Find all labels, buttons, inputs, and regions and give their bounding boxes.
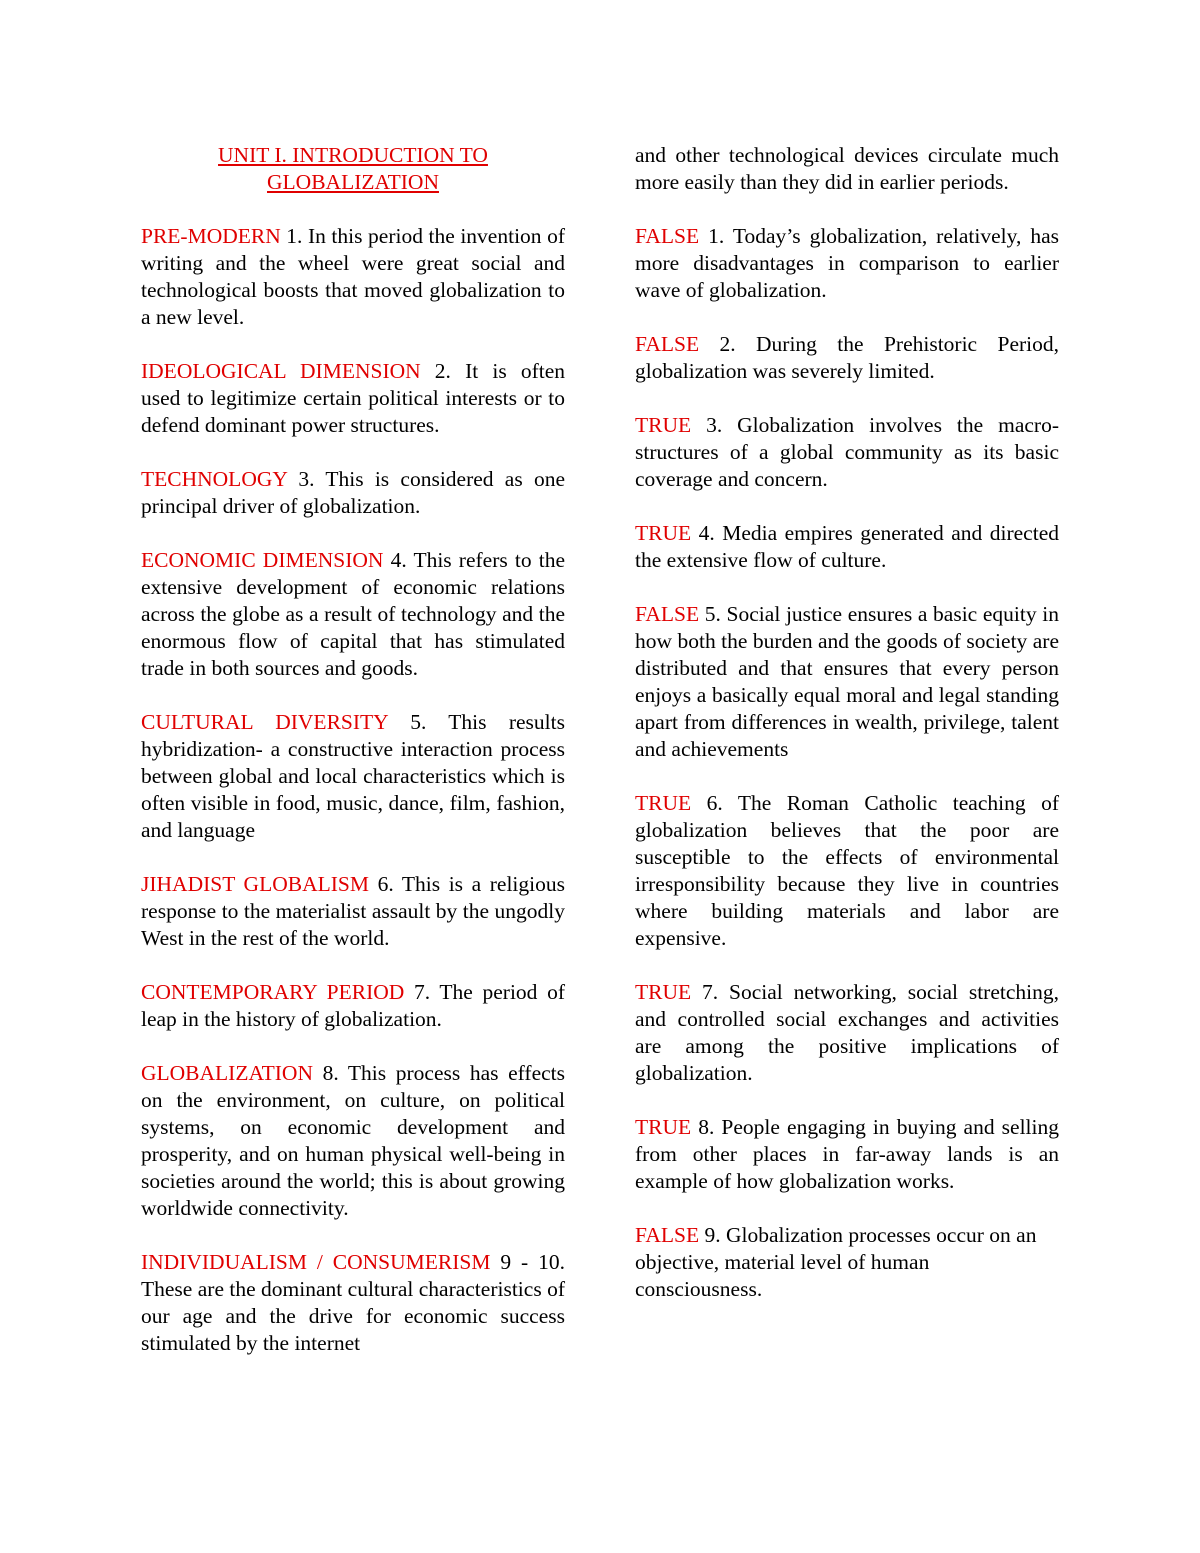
document-title xyxy=(141,142,565,196)
question-text: 4. This refers to the extensive development of economic relations across the globe as a result of technology and the enormous flow of capital that has stimulated trade in both sources and goods. xyxy=(141,548,565,680)
question-text: 6. This is a religious response to the materialist assault by the ungodly West in the rest of the world. xyxy=(141,872,565,950)
answer: TRUE xyxy=(635,413,692,437)
title-line-1: UNIT I. INTRODUCTION TO xyxy=(218,143,488,167)
answer: GLOBALIZATION xyxy=(141,1061,313,1085)
question-text: 3. This is considered as one principal driver of globalization. xyxy=(141,467,565,518)
true-false-item-1 xyxy=(635,223,1059,304)
question-text: 7. The period of leap in the history of globalization. xyxy=(141,980,566,1031)
true-false-item-8 xyxy=(635,1114,1059,1195)
question-text: 1. In this period the invention of writing and the wheel were great social and technological boosts that moved globalization to a new level. xyxy=(141,224,565,329)
answer: PRE-MODERN xyxy=(141,224,281,248)
question-text: 6. The Roman Catholic teaching of globalization believes that the poor are susceptible to the effects of environmental irresponsibility because they live in countries where building materials and labor are expensive. xyxy=(635,791,1059,950)
true-false-item-6 xyxy=(635,790,1059,952)
question-text: 2. During the Prehistoric Period, globalization was severely limited. xyxy=(635,332,1059,383)
answer: CULTURAL DIVERSITY xyxy=(141,710,388,734)
question-text: 5. Social justice ensures a basic equity in how both the burden and the goods of society are distributed and that ensures that every person enjoys a basically equal moral and legal standing apart from differences in wealth, privilege, talent and achievements xyxy=(635,602,1059,761)
answer: TRUE xyxy=(635,1115,692,1139)
question-text: 8. People engaging in buying and selling from other places in far-away lands is an example of how globalization works. xyxy=(635,1115,1059,1193)
true-false-item-3 xyxy=(635,412,1059,493)
answer: CONTEMPORARY PERIOD xyxy=(141,980,405,1004)
question-text: 5. This results hybridization- a constructive interaction process between global and local characteristics which is often visible in food, music, dance, film, fashion, and language xyxy=(141,710,565,842)
answer: TRUE xyxy=(635,980,692,1004)
left-column xyxy=(141,142,565,1384)
identification-item-7 xyxy=(141,979,565,1033)
question-text: 9. Globalization processes occur on an objective, material level of human consciousness. xyxy=(635,1223,1037,1301)
right-column xyxy=(635,142,1059,1330)
answer: TRUE xyxy=(635,791,692,815)
identification-item-3 xyxy=(141,466,565,520)
answer: FALSE xyxy=(635,332,700,356)
identification-item-2 xyxy=(141,358,565,439)
answer: INDIVIDUALISM / CONSUMERISM xyxy=(141,1250,491,1274)
identification-item-4 xyxy=(141,547,565,682)
answer: TRUE xyxy=(635,521,692,545)
true-false-item-4 xyxy=(635,520,1059,574)
answer: FALSE xyxy=(635,1223,700,1247)
question-text: 9 - 10. These are the dominant cultural characteristics of our age and the drive for economic success stimulated by the internet xyxy=(141,1250,565,1355)
question-text: 1. Today’s globalization, relatively, has more disadvantages in comparison to earlier wave of globalization. xyxy=(635,224,1059,302)
true-false-item-9 xyxy=(635,1222,1059,1303)
true-false-item-2 xyxy=(635,331,1059,385)
answer: IDEOLOGICAL DIMENSION xyxy=(141,359,421,383)
true-false-item-7 xyxy=(635,979,1059,1087)
identification-item-8 xyxy=(141,1060,565,1222)
continuation-text: and other technological devices circulate much more easily than they did in earlier periods. xyxy=(635,143,1059,194)
question-text: 2. It is often used to legitimize certain political interests or to defend dominant power structures. xyxy=(141,359,565,437)
answer: FALSE xyxy=(635,602,700,626)
title-line-2: GLOBALIZATION xyxy=(267,170,439,194)
question-text: 7. Social networking, social stretching, and controlled social exchanges and activities are among the positive implications of globalization. xyxy=(635,980,1059,1085)
answer: FALSE xyxy=(635,224,700,248)
answer: JIHADIST GLOBALISM xyxy=(141,872,369,896)
question-text: 8. This process has effects on the environment, on culture, on political systems, on economic development and prosperity, and on human physical well-being in societies around the world; this is about growing worldwide connectivity. xyxy=(141,1061,565,1220)
identification-item-5 xyxy=(141,709,565,844)
answer: ECONOMIC DIMENSION xyxy=(141,548,384,572)
identification-item-6 xyxy=(141,871,565,952)
true-false-item-5 xyxy=(635,601,1059,763)
identification-item-1 xyxy=(141,223,565,331)
question-text: 4. Media empires generated and directed the extensive flow of culture. xyxy=(635,521,1059,572)
question-text: 3. Globalization involves the macro-structures of a global community as its basic coverage and concern. xyxy=(635,413,1059,491)
answer: TECHNOLOGY xyxy=(141,467,288,491)
identification-item-9-10 xyxy=(141,1249,565,1357)
